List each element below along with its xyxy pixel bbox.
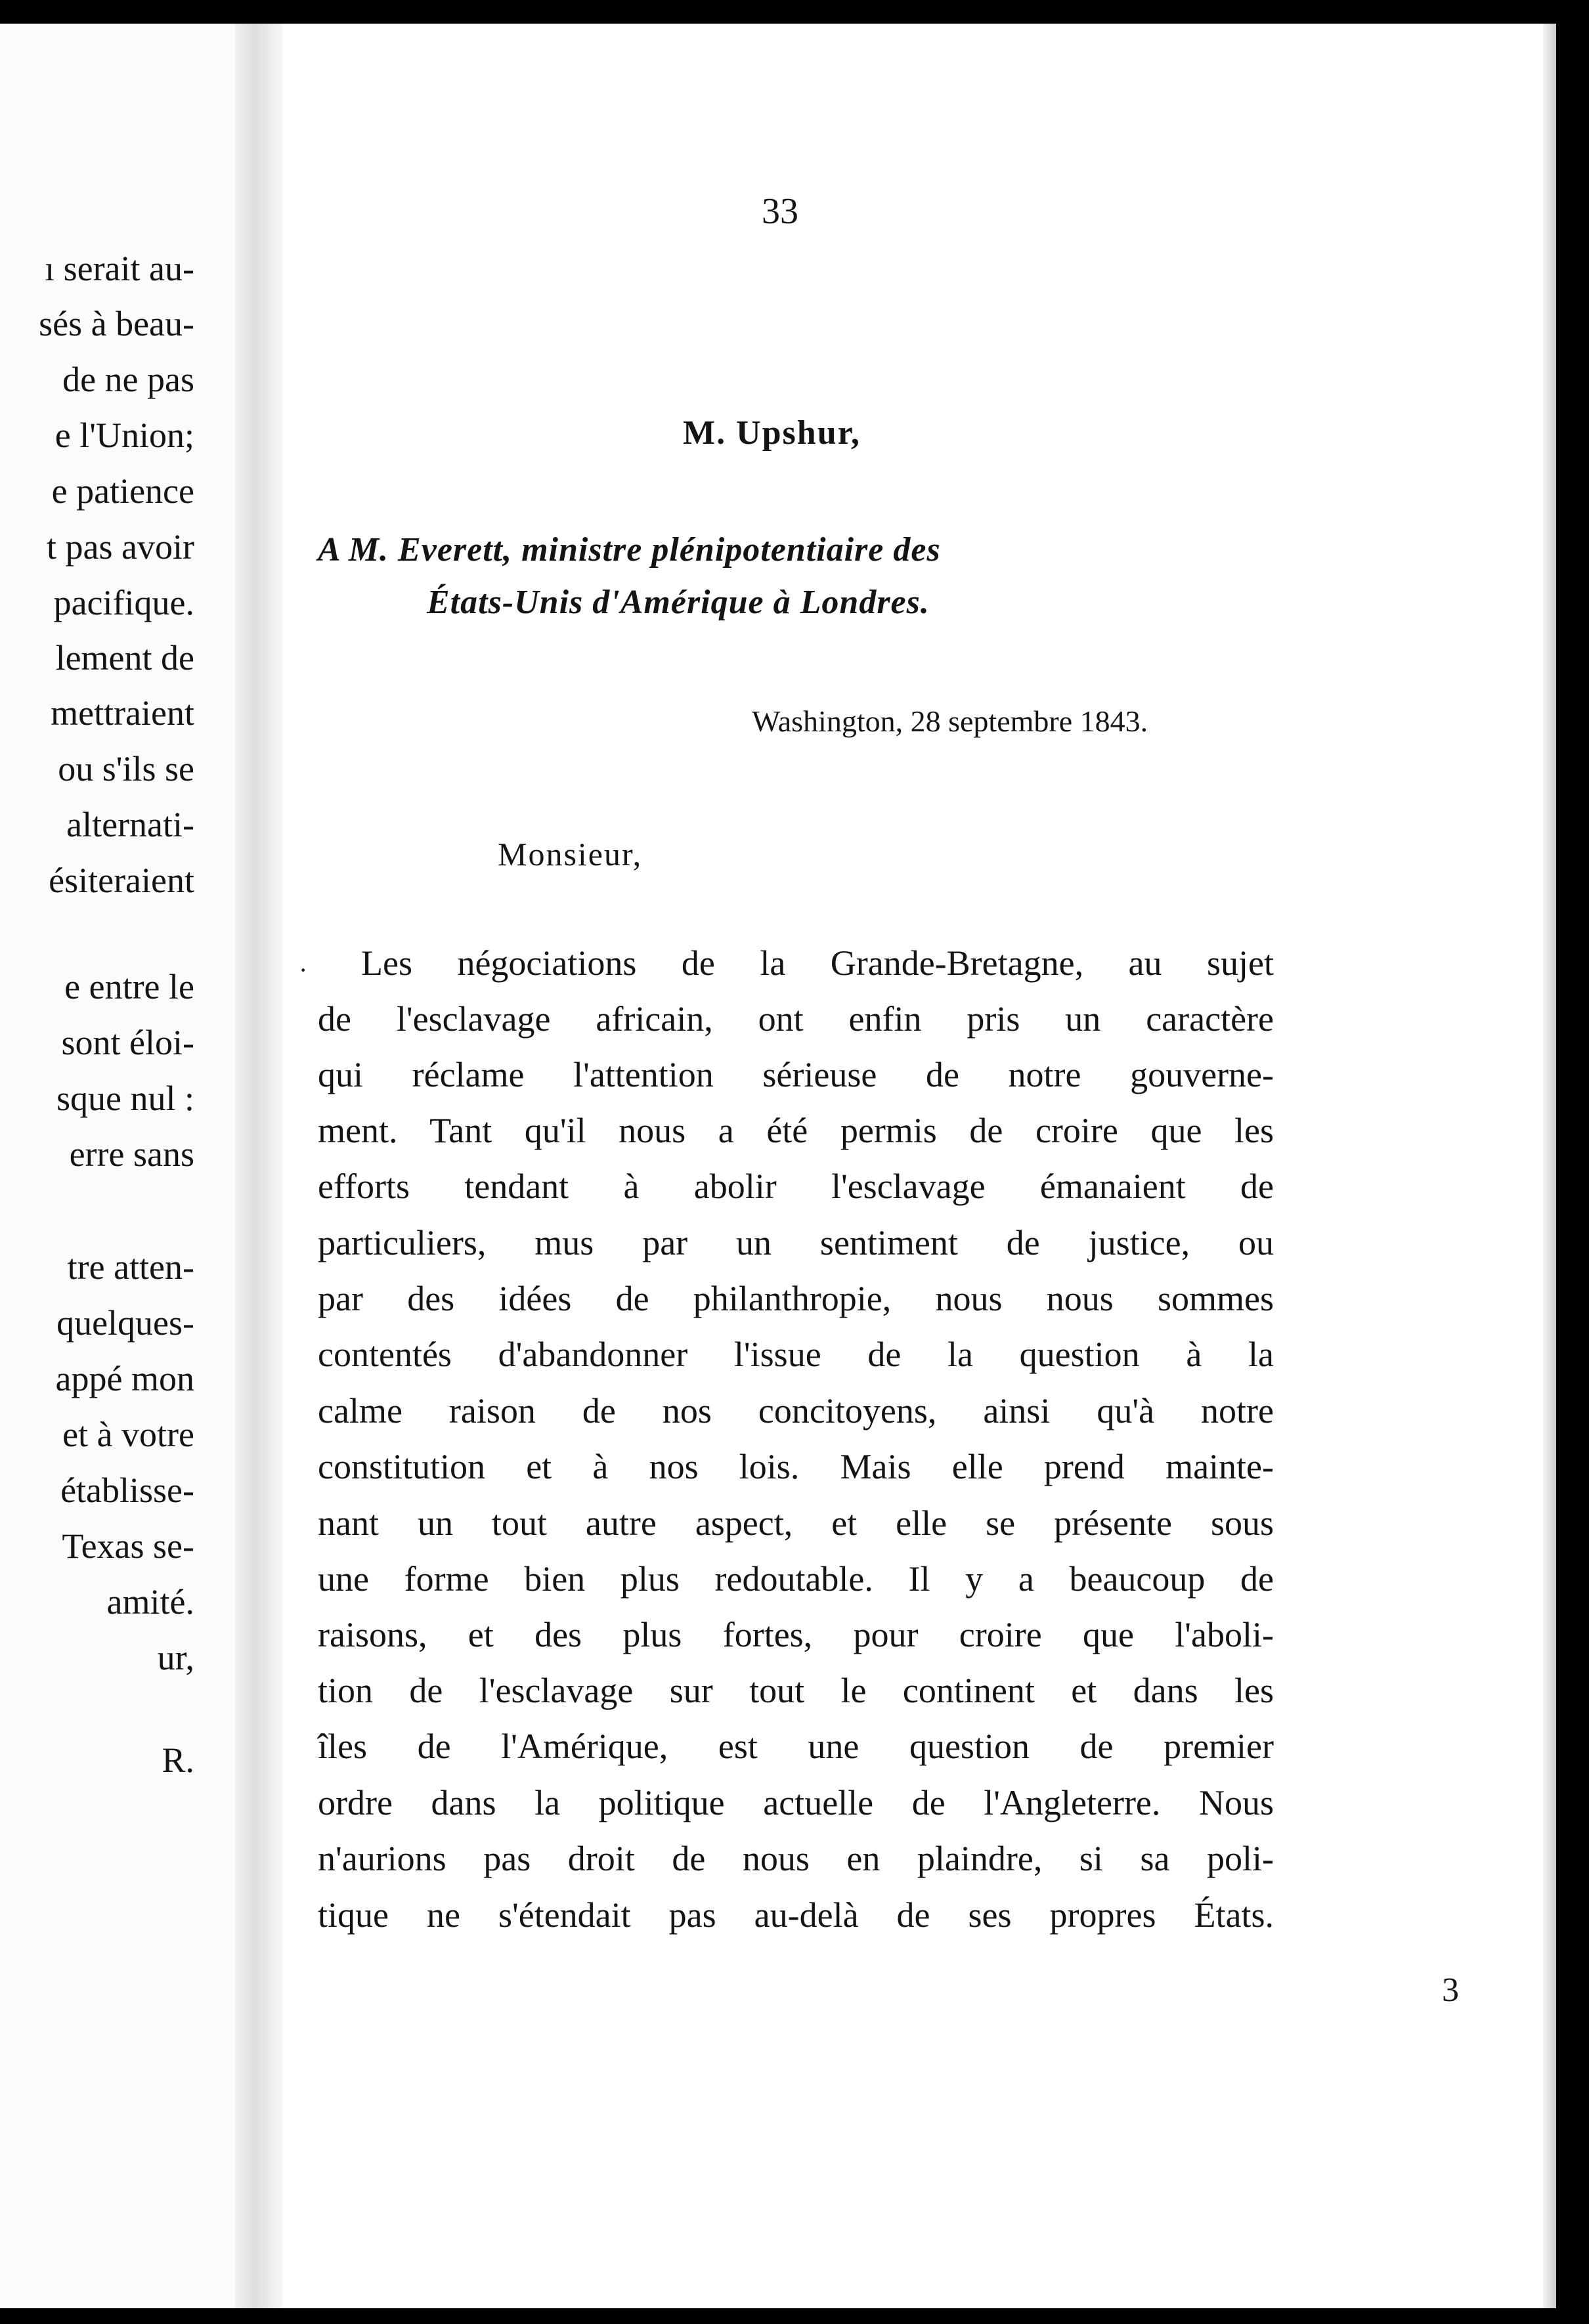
- margin-mark: ·: [299, 955, 308, 985]
- body-line: raisons, et des plus fortes, pour croire que l'aboli-: [318, 1615, 1274, 1654]
- left-page-line: tre atten-: [67, 1247, 194, 1287]
- book-gutter: [235, 24, 284, 2308]
- salutation: Monsieur,: [498, 836, 643, 872]
- left-page-line: t pas avoir: [47, 527, 194, 567]
- left-page-line: sque nul :: [56, 1079, 194, 1118]
- left-page-line: de ne pas: [62, 360, 194, 399]
- body-line: îles de l'Amérique, est une question de premier: [318, 1727, 1274, 1766]
- body-line: particuliers, mus par un sentiment de justice, ou: [318, 1223, 1274, 1262]
- left-page-line: erre sans: [69, 1134, 194, 1174]
- left-page-line: mettraient: [51, 693, 194, 733]
- body-line: n'aurions pas droit de nous en plaindre, si sa poli-: [318, 1839, 1274, 1878]
- left-page-line: ı serait au-: [45, 249, 194, 288]
- left-page-line: Texas se-: [62, 1526, 194, 1566]
- body-line: tion de l'esclavage sur tout le continent et dans les: [318, 1671, 1274, 1710]
- left-page-line: pacifique.: [53, 583, 194, 622]
- recipient-line-2: États-Unis d'Amérique à Londres.: [427, 584, 930, 621]
- left-page-line: ou s'ils se: [58, 749, 194, 788]
- body-line: contentés d'abandonner l'issue de la question à la: [318, 1335, 1274, 1374]
- body-line: ment. Tant qu'il nous a été permis de croire que les: [318, 1111, 1274, 1150]
- left-page-line: R.: [162, 1740, 194, 1780]
- left-page-line: ur,: [157, 1638, 194, 1677]
- body-line: efforts tendant à abolir l'esclavage émanaient de: [318, 1167, 1274, 1206]
- body-line: constitution et à nos lois. Mais elle prend mainte-: [318, 1447, 1274, 1486]
- left-page-line: ésiteraient: [49, 861, 194, 900]
- body-line: de l'esclavage africain, ont enfin pris un caractère: [318, 999, 1274, 1039]
- body-line: Les négociations de la Grande-Bretagne, au sujet: [361, 943, 1274, 983]
- body-line: ordre dans la politique actuelle de l'Angleterre. Nous: [318, 1783, 1274, 1822]
- body-line: calme raison de nos concitoyens, ainsi qu'à notre: [318, 1391, 1274, 1431]
- left-page-line: alternati-: [66, 805, 194, 844]
- dateline: Washington, 28 septembre 1843.: [752, 704, 1148, 738]
- left-page-line: et à votre: [62, 1415, 194, 1454]
- body-line: nant un tout autre aspect, et elle se présente sous: [318, 1503, 1274, 1543]
- page-number: 33: [762, 191, 798, 232]
- body-line: une forme bien plus redoutable. Il y a beaucoup de: [318, 1559, 1274, 1599]
- recipient-line-1: A M. Everett, ministre plénipotentiaire des: [318, 531, 941, 569]
- left-page-line: quelques-: [56, 1303, 194, 1343]
- left-page-line: e l'Union;: [54, 416, 194, 455]
- letter-author: M. Upshur,: [683, 414, 861, 452]
- left-page-line: lement de: [55, 638, 194, 678]
- right-page: [282, 24, 1543, 2308]
- signature-mark: 3: [1442, 1971, 1459, 2009]
- left-page-line: e patience: [51, 471, 194, 511]
- body-line: tique ne s'étendait pas au-delà de ses propres États.: [318, 1895, 1274, 1935]
- left-page-line: sés à beau-: [39, 304, 194, 343]
- page-edge: [1543, 24, 1556, 2308]
- body-line: par des idées de philanthropie, nous nous sommes: [318, 1279, 1274, 1318]
- left-page-line: amité.: [106, 1582, 194, 1622]
- left-page-line: établisse-: [60, 1471, 194, 1510]
- left-page-line: appé mon: [55, 1359, 194, 1398]
- left-page-line: e entre le: [64, 967, 194, 1006]
- left-page-line: sont éloi-: [61, 1023, 194, 1062]
- body-line: qui réclame l'attention sérieuse de notre gouverne-: [318, 1055, 1274, 1094]
- left-page: [0, 24, 236, 2308]
